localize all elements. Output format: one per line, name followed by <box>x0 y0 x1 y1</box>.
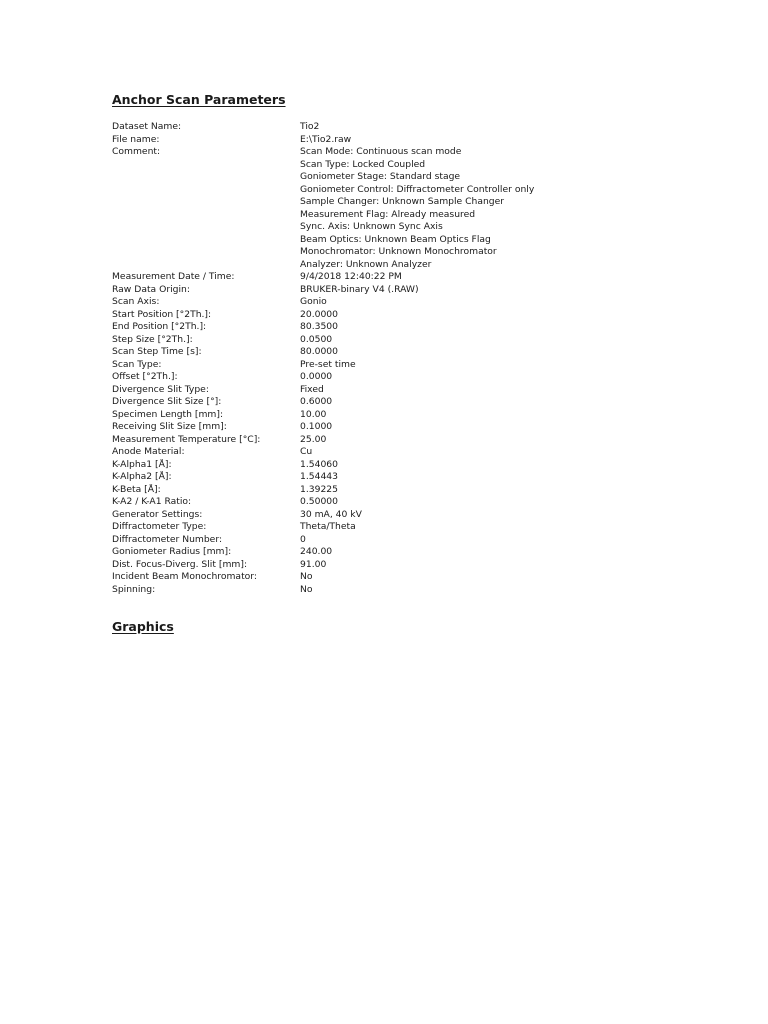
parameter-row <box>112 359 712 372</box>
parameter-value-line: 25.00 <box>300 433 327 445</box>
parameter-value-line: Fixed <box>300 383 324 395</box>
parameter-value <box>300 459 712 472</box>
parameter-list <box>112 121 712 596</box>
parameter-label: Dataset Name: <box>112 121 182 132</box>
parameter-value <box>300 296 712 309</box>
parameter-label: Diffractometer Type: <box>112 521 207 532</box>
parameter-row <box>112 384 712 397</box>
parameter-value-line: No <box>300 583 313 595</box>
parameter-value-line: 80.3500 <box>300 321 338 332</box>
parameter-value <box>300 284 712 297</box>
parameter-value <box>300 546 712 559</box>
graphics-heading: Graphics <box>112 619 174 634</box>
parameter-value-line: BRUKER-binary V4 (.RAW) <box>300 283 419 295</box>
parameter-value <box>300 359 712 372</box>
parameter-label: Diffractometer Number: <box>112 533 223 545</box>
parameter-label: K-Beta [Å]: <box>112 483 161 495</box>
parameter-row <box>112 396 712 409</box>
parameter-label: Anode Material: <box>112 446 185 457</box>
parameter-row <box>112 271 712 284</box>
parameter-value <box>300 371 712 384</box>
parameter-value <box>300 484 712 497</box>
parameter-row <box>112 134 712 147</box>
parameter-value-line: Gonio <box>300 296 327 307</box>
parameter-value <box>300 534 712 547</box>
parameter-label: Scan Step Time [s]: <box>112 346 202 357</box>
parameter-row <box>112 321 712 334</box>
parameter-value <box>300 434 712 447</box>
parameter-label: Receiving Slit Size [mm]: <box>112 421 227 432</box>
parameter-row <box>112 121 712 134</box>
parameter-value-line: 9/4/2018 12:40:22 PM <box>300 271 402 282</box>
parameter-value <box>300 421 712 434</box>
parameter-value-line: 1.54443 <box>300 471 338 482</box>
parameter-row <box>112 546 712 559</box>
parameter-row <box>112 434 712 447</box>
parameter-value-line: 80.0000 <box>300 346 338 357</box>
parameter-row <box>112 346 712 359</box>
parameter-value-line: Pre-set time <box>300 358 356 370</box>
parameter-row <box>112 559 712 572</box>
parameter-label: Goniometer Radius [mm]: <box>112 546 232 557</box>
parameter-row <box>112 484 712 497</box>
parameter-value-line: Sync. Axis: Unknown Sync Axis <box>300 221 443 232</box>
parameter-value <box>300 471 712 484</box>
parameter-row <box>112 584 712 597</box>
parameter-row <box>112 571 712 584</box>
parameter-value <box>300 584 712 597</box>
parameter-row <box>112 471 712 484</box>
parameter-value-line: Scan Type: Locked Coupled <box>300 158 426 170</box>
parameter-value <box>300 509 712 522</box>
parameter-value-line: 240.00 <box>300 546 333 557</box>
parameter-label: Divergence Slit Type: <box>112 383 209 395</box>
parameter-value-line: E:\Tio2.raw <box>300 133 352 145</box>
parameter-row <box>112 284 712 297</box>
parameter-value <box>300 334 712 347</box>
parameter-row <box>112 446 712 459</box>
parameter-row <box>112 421 712 434</box>
parameter-label: K-Alpha1 [Å]: <box>112 458 172 470</box>
parameter-row <box>112 509 712 522</box>
parameter-value-line: 91.00 <box>300 558 327 570</box>
parameter-value-line: Monochromator: Unknown Monochromator <box>300 246 497 257</box>
parameter-row <box>112 534 712 547</box>
parameter-value-line: Analyzer: Unknown Analyzer <box>300 258 432 270</box>
parameter-label: Specimen Length [mm]: <box>112 408 224 420</box>
parameter-row <box>112 459 712 472</box>
parameter-label: Raw Data Origin: <box>112 283 190 295</box>
parameter-value <box>300 496 712 509</box>
parameter-label: Start Position [°2Th.]: <box>112 308 212 320</box>
parameter-value <box>300 409 712 422</box>
anchor-scan-parameters-heading: Anchor Scan Parameters <box>112 92 286 107</box>
parameter-value-line: 10.00 <box>300 408 327 420</box>
parameter-value-line: Theta/Theta <box>300 521 356 532</box>
parameter-value-line: No <box>300 571 313 582</box>
parameter-label: Scan Type: <box>112 358 162 370</box>
parameter-label: End Position [°2Th.]: <box>112 321 207 332</box>
parameter-row <box>112 334 712 347</box>
parameter-row <box>112 521 712 534</box>
parameter-value-line: 1.54060 <box>300 458 338 470</box>
parameter-row <box>112 496 712 509</box>
parameter-row <box>112 309 712 322</box>
parameter-label: K-A2 / K-A1 Ratio: <box>112 496 192 507</box>
parameter-value-line: Beam Optics: Unknown Beam Optics Flag <box>300 233 491 245</box>
parameter-value-line: 0.6000 <box>300 396 333 407</box>
parameter-value <box>300 271 712 284</box>
parameter-row <box>112 371 712 384</box>
parameter-value <box>300 146 712 271</box>
parameter-label: Generator Settings: <box>112 508 203 520</box>
parameter-value-line: Goniometer Stage: Standard stage <box>300 171 461 182</box>
parameter-value-line: Measurement Flag: Already measured <box>300 208 476 220</box>
parameter-value <box>300 309 712 322</box>
parameter-label: File name: <box>112 133 160 145</box>
parameter-value-line: 20.0000 <box>300 308 338 320</box>
parameter-value <box>300 521 712 534</box>
parameter-value-line: 1.39225 <box>300 483 338 495</box>
parameter-value-line: 0 <box>300 533 306 545</box>
parameter-label: Step Size [°2Th.]: <box>112 333 193 345</box>
parameter-value-line: 0.50000 <box>300 496 338 507</box>
parameter-value-line: 30 mA, 40 kV <box>300 508 362 520</box>
parameter-value-line: Goniometer Control: Diffractometer Controller only <box>300 183 535 195</box>
parameter-value-line: Tio2 <box>300 121 320 132</box>
parameter-value <box>300 384 712 397</box>
parameter-label: Comment: <box>112 146 161 157</box>
parameter-value <box>300 571 712 584</box>
parameter-row <box>112 146 712 271</box>
parameter-label: Incident Beam Monochromator: <box>112 571 257 582</box>
parameter-value-line: 0.1000 <box>300 421 333 432</box>
parameter-label: Spinning: <box>112 583 156 595</box>
parameter-label: Dist. Focus-Diverg. Slit [mm]: <box>112 558 248 570</box>
parameter-value-line: 0.0500 <box>300 333 333 345</box>
parameter-row <box>112 296 712 309</box>
parameter-label: Measurement Date / Time: <box>112 271 235 282</box>
parameter-value <box>300 396 712 409</box>
parameter-label: Scan Axis: <box>112 296 160 307</box>
parameter-value <box>300 446 712 459</box>
parameter-value <box>300 121 712 134</box>
parameter-label: Divergence Slit Size [°]: <box>112 396 222 407</box>
parameter-value-line: 0.0000 <box>300 371 333 382</box>
parameter-row <box>112 409 712 422</box>
parameter-value <box>300 346 712 359</box>
parameter-value <box>300 134 712 147</box>
parameter-value-line: Cu <box>300 446 313 457</box>
parameter-label: Offset [°2Th.]: <box>112 371 178 382</box>
parameter-value-line: Scan Mode: Continuous scan mode <box>300 146 462 157</box>
parameter-label: Measurement Temperature [°C]: <box>112 433 261 445</box>
parameter-value <box>300 559 712 572</box>
parameter-value <box>300 321 712 334</box>
parameter-label: K-Alpha2 [Å]: <box>112 471 172 482</box>
parameter-value-line: Sample Changer: Unknown Sample Changer <box>300 196 505 207</box>
